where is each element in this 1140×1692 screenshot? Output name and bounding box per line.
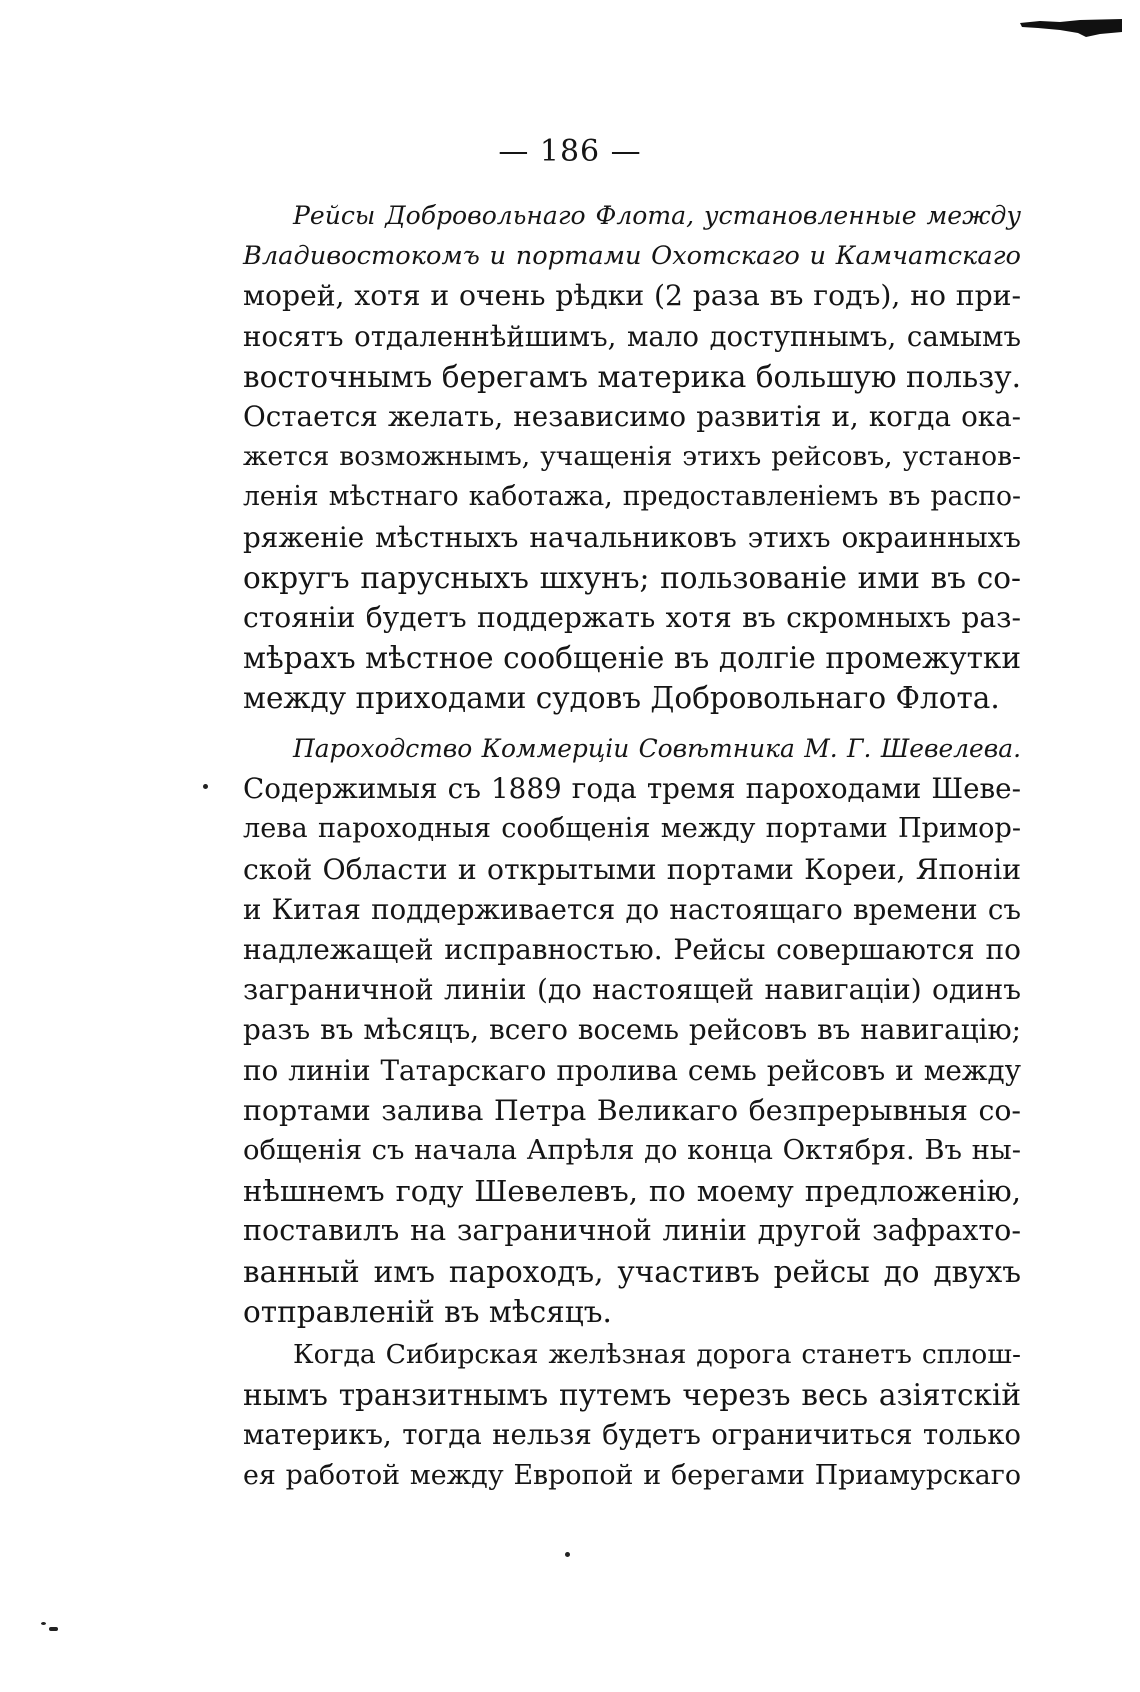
text-line: стояніи будетъ поддержать хотя въ скромныхъ раз- (243, 601, 1021, 635)
text-line: ея работой между Европой и берегами Приамурскаго (243, 1459, 1021, 1491)
text-line: нѣшнемъ году Шевелевъ, по моему предложенію, (243, 1174, 1021, 1209)
page-number: — 186 — (498, 134, 642, 169)
ink-speck (565, 1552, 570, 1557)
text-line: жется возможнымъ, учащенія этихъ рейсовъ, установ- (243, 441, 1021, 473)
text-line: разъ въ мѣсяцъ, всего восемь рейсовъ въ навигацію; (243, 1013, 1021, 1047)
paragraph-volunteer-fleet (243, 196, 1021, 719)
text-line: морей, хотя и очень рѣдки (2 раза въ годъ), но при- (243, 279, 1021, 313)
text-line: Содержимыя съ 1889 года тремя пароходами Шеве- (243, 772, 1021, 806)
text-line: Рейсы Добровольнаго Флота, установленные между (293, 201, 1021, 230)
corner-ink-mark (1020, 18, 1122, 40)
text-line: носятъ отдаленнѣйшимъ, мало доступнымъ, самымъ (243, 320, 1021, 353)
text-line: Владивостокомъ и портами Охотскаго и Камчатскаго (243, 241, 1021, 272)
paragraph-shevelev-shipping (243, 729, 1021, 1332)
text-line: Когда Сибирская желѣзная дорога станетъ сплош- (293, 1339, 1021, 1370)
text-line: материкъ, тогда нельзя будетъ ограничиться только (243, 1419, 1021, 1452)
text-line: надлежащей исправностью. Рейсы совершаются по (243, 933, 1021, 967)
text-line: общенія съ начала Апрѣля до конца Октября. Въ ны- (243, 1135, 1021, 1167)
text-line: ленія мѣстнаго каботажа, предоставленіемъ въ распо- (243, 481, 1021, 513)
ink-speck (41, 1622, 46, 1625)
text-line: округъ парусныхъ шхунъ; пользованіе ими въ со- (243, 560, 1021, 595)
paragraph-text (243, 1335, 1021, 1496)
text-line: по линіи Татарскаго пролива семь рейсовъ и между (243, 1053, 1021, 1087)
text-line: восточнымъ берегамъ материка большую пользу. (243, 359, 1021, 394)
text-line: Пароходство Коммерціи Совѣтника М. Г. Шевелева. (293, 734, 1021, 763)
text-line: отправленій въ мѣсяцъ. (243, 1294, 612, 1329)
text-line: лева пароходныя сообщенія между портами Примор- (243, 813, 1021, 845)
paragraph-text (243, 729, 1021, 1332)
text-line: и Китая поддерживается до настоящаго времени съ (243, 892, 1021, 926)
text-line: мѣрахъ мѣстное сообщеніе въ долгіе промежутки (243, 641, 1021, 676)
text-line: ряженіе мѣстныхъ начальниковъ этихъ окраинныхъ (243, 520, 1021, 554)
text-line: заграничной линіи (до настоящей навигаціи) одинъ (243, 973, 1021, 1007)
text-line: портами залива Петра Великаго безпрерывныя со- (243, 1093, 1021, 1127)
text-line: ской Области и открытыми портами Кореи, Японіи (243, 852, 1021, 886)
ink-speck (49, 1627, 58, 1631)
paragraph-siberian-railway (243, 1335, 1021, 1496)
text-line: ванный имъ пароходъ, участивъ рейсы до двухъ (243, 1254, 1021, 1289)
text-line: нымъ транзитнымъ путемъ черезъ весь азіятскій (243, 1378, 1021, 1413)
ink-speck (203, 784, 208, 789)
text-line: поставилъ на заграничной линіи другой зафрахто- (243, 1214, 1021, 1248)
text-line: между приходами судовъ Добровольнаго Флота. (243, 681, 1000, 716)
text-line: Остается желать, независимо развитія и, когда ока- (243, 400, 1021, 434)
paragraph-text (243, 196, 1021, 719)
